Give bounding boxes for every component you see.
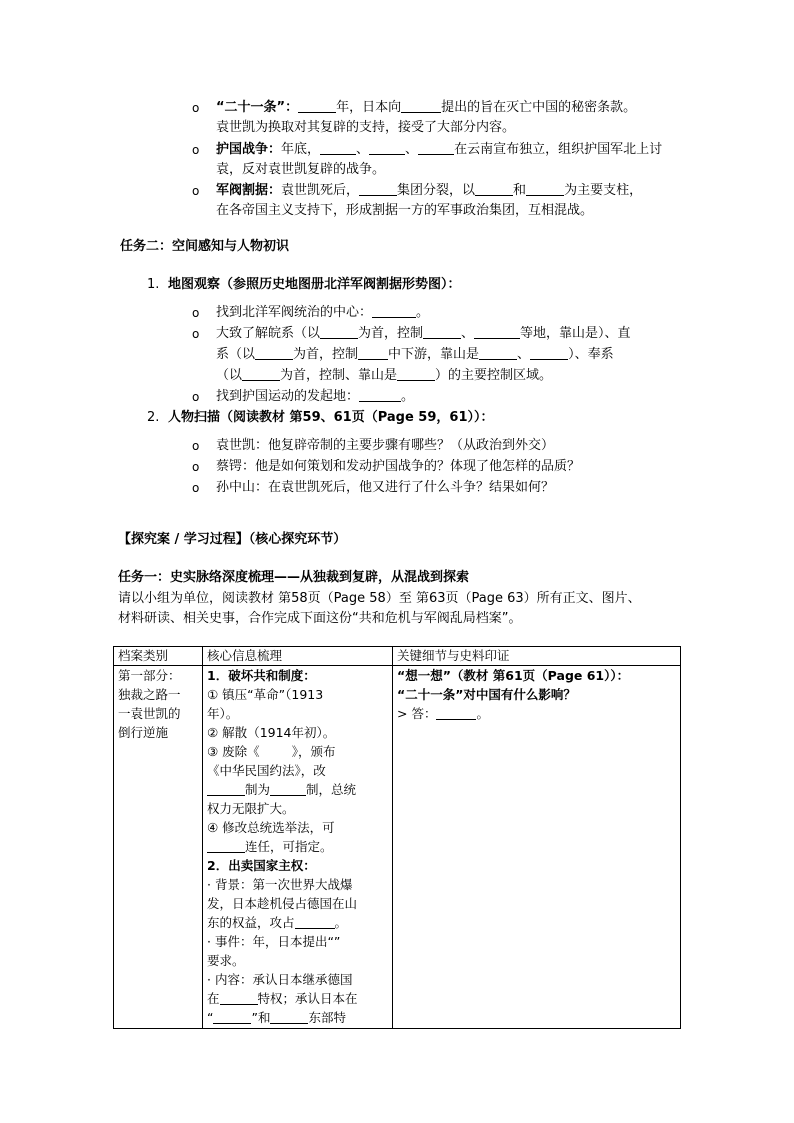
list-item-cont: 在各帝国主义支持下，形成割据一方的军事政治集团，互相混战。 [216,203,594,218]
list-item: 蔡锷：他是如何策划和发动护国战争的？体现了他怎样的品质？ [216,459,581,474]
fill-blank[interactable] [270,782,306,796]
item-title: 人物扫描（阅读教材 第59、61页（Page 59，61））： [168,410,494,425]
fill-blank[interactable] [207,782,245,796]
fill-blank[interactable] [475,182,513,196]
fill-blank[interactable] [423,325,461,339]
section-heading: 任务二：空间感知与人物初识 [120,239,290,254]
list-item: 找到护国运动的发起地： 。 [216,389,415,404]
fill-blank[interactable] [369,141,405,155]
answer-blank[interactable] [436,706,476,720]
term-label: “二十一条”： [216,100,299,115]
core-info-cell: 1．破坏共和制度： ① 镇压“革命”（1913 年）。 ② 解散（1914年初）。 ③ 废除《 》，颁布 《中华民国约法》，改 制为 制，总统 权力无限扩大。 ④ 修改总统选举法，可 连任，可指定。 2．出卖国家主权： · 背景：第一次世界大战爆 发，日本趁机侵占德国在山 东的权益，攻占 。 · 事件：年，日本提出“” 要求。 · 内容：承认日本继承德国 在 特权；承认日本在 “ ”和 东部特 [203,666,393,1029]
intro-text: 材料研读、相关史事，合作完成下面这份“共和危机与军阀乱局档案”。 [118,611,522,626]
bullet-circle: o [192,327,200,341]
item-number: 1. [147,277,160,292]
bullet-circle: o [192,481,200,495]
fill-blank[interactable] [295,915,335,929]
category-cell: 第一部分： 独裁之路一 一袁世凯的 倒行逆施 [114,666,203,1029]
term-label: 军阀割据： [216,183,282,198]
list-item: 袁世凯：他复辟帝制的主要步骤有哪些？（从政治到外交） [216,438,555,453]
fill-blank[interactable] [255,346,293,360]
bullet-circle: o [192,184,200,198]
fill-blank[interactable] [530,346,568,360]
column-header: 关键细节与史料印证 [393,647,681,666]
fill-blank[interactable] [320,141,356,155]
task-title: 任务一：史实脉络深度梳理——从独裁到复辟，从混战到探索 [118,570,470,585]
list-item-cont: （以 为首，控制、靠山是 ）的主要控制区域。 [216,368,553,383]
fill-blank[interactable] [320,325,358,339]
fill-blank[interactable] [298,99,336,113]
item-title: 地图观察（参照历史地图册北洋军阀割据形势图）： [168,277,461,292]
list-item: “二十一条”： 年，日本向 提出的旨在灭亡中国的秘密条款。 [216,100,637,115]
column-header: 核心信息梳理 [203,647,393,666]
list-item: 护国战争：年底， 、 、 在云南宣布独立，组织护国军北上讨 [216,142,663,157]
list-item: 大致了解皖系（以 为首，控制 、 等地，靠山是）、直 [216,326,631,341]
bullet-circle: o [192,101,200,115]
fill-blank[interactable] [397,367,435,381]
bullet-circle: o [192,460,200,474]
term-label: 护国战争： [216,142,282,157]
fill-blank[interactable] [220,991,258,1005]
intro-text: 请以小组为单位，阅读教材 第58页（Page 58）至 第63页（Page 63）所有正文、图片、 [118,591,641,606]
column-header: 档案类别 [114,647,203,666]
table-header-row [114,647,681,666]
fill-blank[interactable] [213,1010,251,1024]
list-item: 孙中山：在袁世凯死后，他又进行了什么斗争？结果如何？ [216,480,555,495]
fill-blank[interactable] [479,346,517,360]
fill-blank[interactable] [418,141,454,155]
list-item-cont: 袁，反对袁世凯复辟的战争。 [216,162,386,177]
fill-blank[interactable] [207,839,245,853]
fill-blank[interactable] [359,388,401,402]
list-item: 军阀割据：袁世凯死后， 集团分裂，以 和 为主要支柱， [216,183,643,198]
list-item-cont: 系（以 为首，控制 中下游，靠山是 、 ）、奉系 [216,347,614,362]
fill-blank[interactable] [270,1010,308,1024]
list-item-cont: 袁世凯为换取对其复辟的支持，接受了大部分内容。 [216,120,516,135]
fill-blank[interactable] [358,346,388,360]
fill-blank[interactable] [372,304,416,318]
fill-blank[interactable] [401,99,441,113]
section-heading: 【探究案 / 学习过程】（核心探究环节） [118,532,347,547]
fill-blank[interactable] [474,325,520,339]
item-number: 2. [147,410,160,425]
table-row [114,666,681,1029]
detail-cell: “想一想”（教材 第61页（Page 61））： “二十一条”对中国有什么影响？ > 答： 。 [393,666,681,1029]
list-item: 找到北洋军阀统治的中心： 。 [216,305,430,320]
bullet-circle: o [192,390,200,404]
bullet-circle: o [192,143,200,157]
bullet-circle: o [192,439,200,453]
fill-blank[interactable] [242,367,280,381]
archive-table [113,646,681,1029]
fill-blank[interactable] [526,182,564,196]
bullet-circle: o [192,306,200,320]
fill-blank[interactable] [359,182,397,196]
